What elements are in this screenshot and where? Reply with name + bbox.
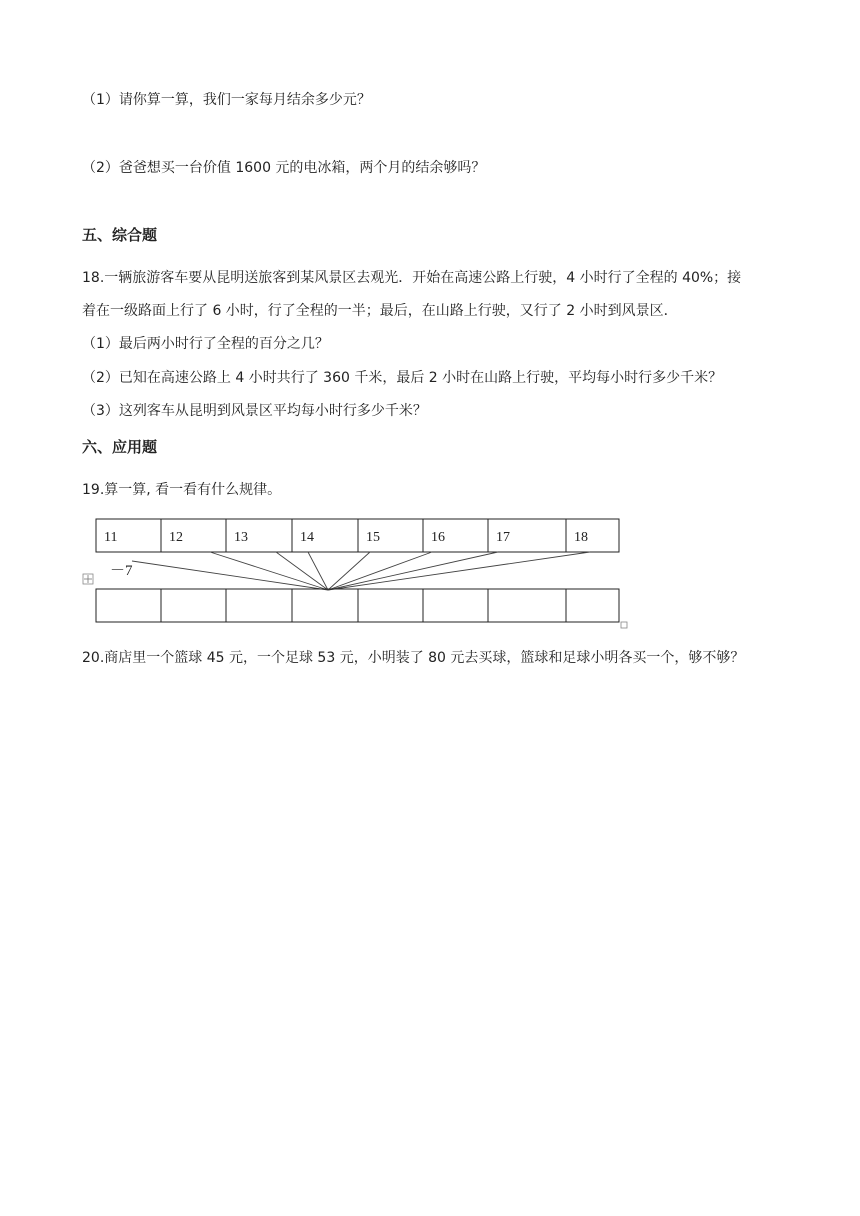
table-resize-handle-icon xyxy=(621,622,627,628)
answer-cell xyxy=(566,589,619,622)
number-cell-value: 12 xyxy=(169,530,183,545)
section-heading-6: 六、应用题 xyxy=(82,438,158,456)
problem-19-text: 19.算一算, 看一看有什么规律。 xyxy=(82,482,282,498)
problem-18-line-1: 18.一辆旅游客车要从昆明送旅客到某风景区去观光．开始在高速公路上行驶，4 小时行了全程的 40%；接 xyxy=(82,270,742,286)
number-cell-value: 11 xyxy=(104,530,118,545)
answer-cell xyxy=(423,589,488,622)
question-4-2: （2）爸爸想买一台价值 1600 元的电冰箱，两个月的结余够吗？ xyxy=(82,160,486,176)
problem-20-text: 20.商店里一个篮球 45 元，一个足球 53 元，小明装了 80 元去买球，篮球和足球小明各买一个，够不够？ xyxy=(82,650,745,666)
table-move-handle-icon xyxy=(83,574,93,584)
connector-line xyxy=(328,552,432,590)
connector-line xyxy=(328,552,370,590)
answer-cell xyxy=(161,589,226,622)
number-cell-value: 13 xyxy=(234,530,248,545)
answer-cell xyxy=(96,589,161,622)
number-cell-value: 15 xyxy=(366,530,380,545)
number-cell-value: 17 xyxy=(496,530,510,545)
connector-line xyxy=(328,552,590,590)
problem-18-sub-2: （2）已知在高速公路上 4 小时共行了 360 千米，最后 2 小时在山路上行驶，平均每小时行多少千米？ xyxy=(82,370,723,386)
answer-cell xyxy=(292,589,358,622)
problem-18-sub-1: （1）最后两小时行了全程的百分之几？ xyxy=(82,336,329,352)
answer-cell xyxy=(226,589,292,622)
connector-lines xyxy=(132,552,590,590)
number-row xyxy=(96,519,619,552)
answer-cell xyxy=(358,589,423,622)
answer-row xyxy=(96,589,619,622)
connector-line xyxy=(276,552,328,590)
problem-19-diagram xyxy=(80,512,640,632)
problem-18-line-2: 着在一级路面上行了 6 小时，行了全程的一半；最后，在山路上行驶，又行了 2 小时到风景区． xyxy=(82,303,678,319)
connector-line xyxy=(132,561,328,590)
number-cell-value: 18 xyxy=(574,530,588,545)
section-heading-5: 五、综合题 xyxy=(82,226,158,244)
problem-18-sub-3: （3）这列客车从昆明到风景区平均每小时行多少千米？ xyxy=(82,403,427,419)
connector-line xyxy=(210,552,328,590)
number-cell-value: 14 xyxy=(300,530,314,545)
question-4-1: （1）请你算一算，我们一家每月结余多少元？ xyxy=(82,92,371,108)
operation-label: －7 xyxy=(110,563,133,579)
connector-line xyxy=(328,552,498,590)
answer-cell xyxy=(488,589,566,622)
number-cell-value: 16 xyxy=(431,530,445,545)
